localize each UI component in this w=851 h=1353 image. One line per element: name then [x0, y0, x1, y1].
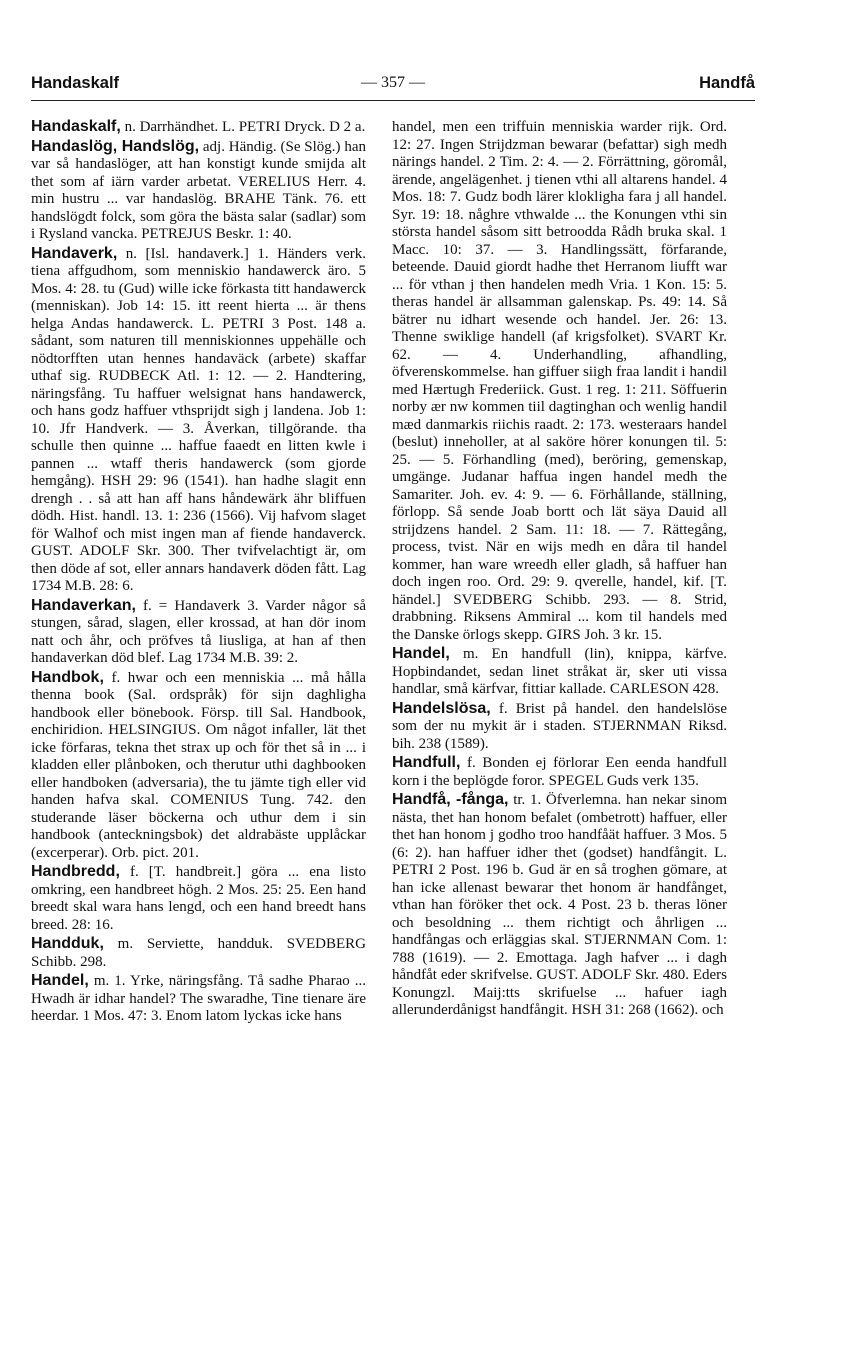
right-column: [392, 118, 727, 1020]
running-header: [31, 74, 755, 101]
dictionary-entry: [31, 972, 366, 1026]
entry-headword: Handaskalf,: [31, 118, 121, 135]
entry-headword: Handaslög, Handslög,: [31, 137, 200, 155]
dictionary-entry-continued: [392, 118, 727, 644]
entry-headword: Handaverkan,: [31, 596, 136, 614]
entry-text: adj. Händig. (Se Slög.) han var så handaslöger, att han konstigt kunde smijda alt thet som af iärn varder arbetat. VERELIUS Herr. 4. min hustru ... var handaslög. BRAHE Tänk. 76. ett handslögdt folck, som göra the bästa salar (sadlar) som i Rysland vancka. PETREJUS Beskr. 1: 40.: [31, 138, 367, 242]
page-number: — 357 —: [361, 74, 425, 91]
entry-text: f. hwar och een menniskia ... må hålla thenna book (Sal. ordspråk) för sijn daghligha handbook eller bönebook. Försp. till Sal. Handbook, enchiridion. HELSINGIUS. Om något infaller, lät thet icke förfaras, tekna thet strax up och för thet så in ... i kladden eller plånboken, och therutur uthi daghbooken eller handboken (adversaria), the tu jämte tigh eller vid handen hafva skal. COMENIUS Tung. 742. den studerande läser böckerna och uthur dem i sin handbook (anteckningsbok) det aldrabäste upplåckar (excerperar). Orb. pict. 201.: [31, 669, 366, 861]
dictionary-entry: [31, 245, 366, 596]
entry-text: m. 1. Yrke, näringsfång. Tå sadhe Pharao ... Hwadh är idhar handel? The swaradhe, Tine tienare äre heerdar. 1 Mos. 47: 3. Enom latom lyckas icke hans: [31, 973, 366, 1024]
left-column: [31, 118, 366, 1026]
entry-text: f. Brist på handel. den handelslöse som der nu mykit är i staden. STJERNMAN Riksd. bih. 238 (1589).: [392, 700, 727, 752]
dictionary-entry: [31, 935, 366, 971]
entry-text: n. Darrhändhet. L. PETRI Dryck. D 2 a.: [120, 119, 366, 135]
dictionary-entry: [392, 700, 727, 754]
entry-text: m. En handfull (lin), knippa, kärfve. Hopbindandet, sedan linet stråkat är, sker uti vissa handlar, små kärfvar, fittiar kallade. CARLESON 428.: [392, 646, 727, 697]
entry-headword: Handfull,: [392, 754, 461, 771]
entry-text: f. [T. handbreit.] göra ... ena listo omkring, een handbreet högh. 2 Mos. 25: 25. Een hand breedt skal wara hans lengd, och een hand breedt hans breed. 28: 16.: [31, 864, 366, 933]
dictionary-entry: [392, 754, 727, 790]
dictionary-entry: [31, 597, 366, 668]
header-left-guideword: Handaskalf: [31, 74, 120, 92]
entry-headword: Handbredd,: [31, 863, 120, 880]
dictionary-entry: [31, 669, 366, 863]
entry-headword: Handbok,: [31, 668, 104, 686]
entry-text: tr. 1. Öfverlemna. han nekar sinom nästa, thet han honom befalet (ombetrott) haffuer, eller thet han honom j godho troo handfåät haffuer. 3 Mos. 5 (6: 2). han haffuer idher thet (godset) handfångit. L. PETRI 2 Post. 196 b. Gud är en så troghen gömare, at han icke allenast bewarar thet honom är handfånget, vthan han föröker thet ock. 4 Post. 23 b. theras löner och besoldning ... them richtigt och åhrligen ... handfångas och erläggias skal. STJERNMAN Com. 1: 788 (1619). — 2. Emottaga. Jagh hafver ... i dagh håndfåt eder skrifvelse. GUST. ADOLF Skr. 480. Eders Konungzl. Maij:tts skrifuelse ... hafuer iagh allerunderdånigst handfångit. HSH 31: 268 (1662). och: [392, 792, 728, 1018]
header-right-guideword: Handfå: [699, 74, 755, 92]
entry-text: m. Serviette, handduk. SVEDBERG Schibb. 298.: [31, 936, 366, 970]
entry-headword: Handaverk,: [31, 244, 118, 262]
entry-headword: Handel,: [392, 645, 450, 662]
dictionary-entry: [31, 863, 366, 934]
dictionary-entry: [392, 791, 727, 1020]
entry-headword: Handduk,: [31, 935, 104, 952]
entry-text: handel, men een triffuin menniskia warder rijk. Ord. 12: 27. Ingen Strijdzman bewarar (befattar) sigh medh närings handel. 2 Tim. 2: 4. — 2. Förrättning, göromål, ärende, angelägenhet. j tienen vthi all altarens handel. 4 Mos. 18: 7. Gudz bodh lärer klokligha fara j all handel. Syr. 19: 18. någhre vthwalde ... the Konungen vthi sin största handel såsom sitt betroodda Rådh bruka skal. 1 Macc. 10: 37. — 3. Handlingssätt, förfarande, beteende. Dauid giordt hadhe thet Herranom liufft war ... för vthan j then handelen medh Vria. 1 Kon. 15: 5. theras handel är allsamman galenskap. Ps. 49: 14. Så bätrer nu idhart wesende och handel. Jer. 26: 13. Thenne swiklige handell (af krigsfolket). SVART Kr. 62. — 4. Underhandling, afhandling, öfverenskommelse. han giffuer siigh fraa landit i handil med Hærtugh Frederiick. Gust. 1 reg. 1: 211. Söffuerin norby ær nw kommen tiil dagtinghan och wenlig handil mæd danmarkis riichis raadt. 2: 173. westeraars handel (beslut) inneholler, at al saköre hörer konungen til. 5: 25. — 5. Förhandling (med), beröring, gemenskap, umgänge. Judanar haffua ingen handel medh the Samariter. Joh. ev. 4: 9. — 6. Förhållande, ställning, förlopp. Så sende Joab bortt och lät säya Dauid all strijdzens handel. 2 Sam. 11: 18. — 7. Rättegång, process, tvist. När en wijs medh en dåra til handel kommer, han ware wreedh eller gladh, så haffuer han doch ingen roo. Ord. 29: 9. qverelle, handel, kif. [T. händel.] SVEDBERG Schibb. 293. — 8. Strid, drabbning. Riksens Ammiral ... kom til handels med the Danske örlogs skepp. GIRS Joh. 3 kr. 15.: [392, 119, 727, 643]
dictionary-entry: [392, 645, 727, 699]
dictionary-entry: [31, 118, 366, 137]
dictionary-entry: [31, 138, 366, 244]
entry-headword: Handfå, -fånga,: [392, 791, 509, 808]
entry-text: n. [Isl. handaverk.] 1. Händers verk. tiena affgudhom, som menniskio handawerck äro. 5 Mos. 4: 28. tu (Gud) wille icke förkasta titt handawerck (menniskan). Job 14: 15. itt reent hierta ... är thens helga Andas handawerck. L. PETRI 3 Post. 148 a. sådant, som naturen till menniskionnes uppehälle och nödtorfften utan hennes handaväck (arbete) skaffar uthaf sig. RUDBECK Atl. 1: 12. — 2. Handtering, näringsfång. Tu haffuer welsignat hans handawerck, och hans godz haffuer vthsprijdt sigh j landena. Job 1: 10. Jfr Handverk. — 3. Åverkan, tillgörande. tha schulle then quinne ... haffue faaedt en litten kwle i pannen ... wtaff theris handawerck (som gjorde hemgång). HSH 29: 96 (1541). han hadhe slagit enn drengh . . så att han aff hans håndewärk ähr bliffuen dödh. Hist. handl. 13. 1: 236 (1566). Vij hafvom slaget för Walhof och mist ingen man af fiende handaverck. GUST. ADOLF Skr. 300. Ther tvifvelachtigt är, om then döde af sot, eller annars handaverk döden fått. Lag 1734 M.B. 28: 6.: [31, 245, 366, 594]
entry-headword: Handel,: [31, 972, 89, 989]
entry-text: f. Bonden ej förlorar Een eenda handfull korn i the beplögde foror. SPEGEL Guds verk 135.: [392, 755, 727, 789]
entry-text: f. = Handaverk 3. Varder någor så stungen, sårad, slagen, eller krossad, at han dör inom natt och åhr, och pröfves tå liusliga, at han af then handaverkan död blef. Lag 1734 M.B. 39: 2.: [31, 597, 366, 666]
entry-headword: Handelslösa,: [392, 699, 491, 717]
